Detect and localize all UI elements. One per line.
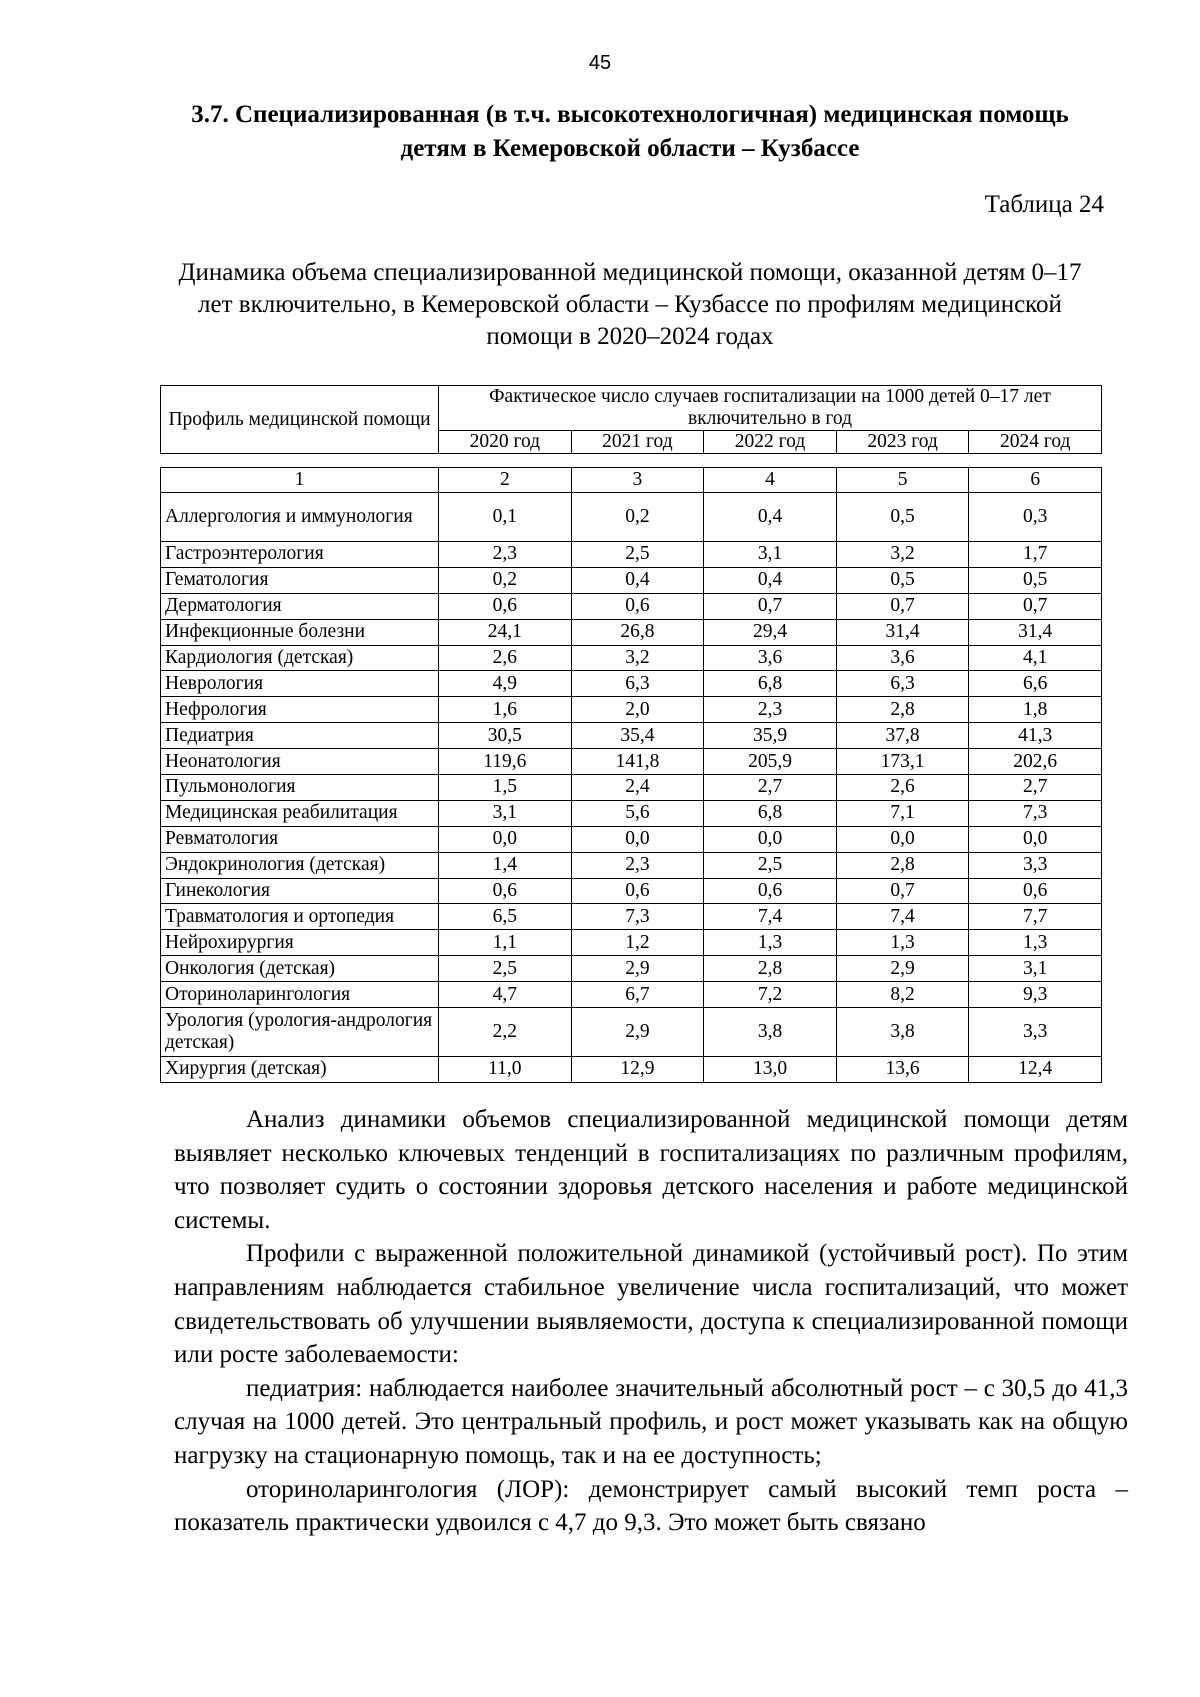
rate-value: 0,6 [439,878,572,904]
profile-name: Хирургия (детская) [161,1057,439,1083]
column-number: 5 [836,468,969,493]
paragraph: Анализ динамики объемов специализированной медицинской помощи детям выявляет несколько ключевых тенденций в госпитализациях по различным профилям, что позволяет судить о состоянии здоровья детского населения и работе медицинской системы. [174,1106,1128,1234]
rate-value: 0,6 [571,593,704,619]
rate-value: 2,3 [704,697,837,723]
profile-name: Дерматология [161,593,439,619]
rate-value: 31,4 [836,619,969,645]
rate-value: 2,5 [439,956,572,982]
column-number: 2 [439,468,572,493]
profile-header: Профиль медицинской помощи [161,386,439,454]
rate-value: 1,7 [969,542,1102,568]
rate-value: 141,8 [571,749,704,775]
rate-value: 29,4 [704,619,837,645]
rate-value: 2,9 [836,956,969,982]
rate-value: 2,6 [439,645,572,671]
table-row [161,982,1102,1008]
profile-name: Медицинская реабилитация [161,800,439,826]
rate-value: 0,5 [836,567,969,593]
rate-value: 0,4 [704,493,837,542]
profile-name: Оториноларингология [161,982,439,1008]
column-number: 4 [704,468,837,493]
rate-value: 2,8 [836,852,969,878]
profile-name: Неврология [161,671,439,697]
rate-value: 30,5 [439,723,572,749]
rate-value: 2,8 [704,956,837,982]
year-header: 2021 год [571,431,704,454]
rate-value: 12,4 [969,1057,1102,1083]
rate-value: 3,1 [704,542,837,568]
profile-name: Инфекционные болезни [161,619,439,645]
rate-value: 35,9 [704,723,837,749]
year-header: 2020 год [439,431,572,454]
rate-value: 7,3 [571,904,704,930]
rate-value: 0,0 [704,826,837,852]
year-header: 2022 год [704,431,837,454]
rate-value: 2,9 [571,956,704,982]
rate-value: 0,2 [571,493,704,542]
rate-value: 202,6 [969,749,1102,775]
year-header: 2023 год [836,431,969,454]
profile-name: Аллергология и иммунология [161,493,439,542]
rate-value: 6,8 [704,800,837,826]
column-number: 1 [161,468,439,493]
profile-name: Гематология [161,567,439,593]
column-number: 6 [969,468,1102,493]
group-header: Фактическое число случаев госпитализации на 1000 детей 0–17 лет включительно в год [439,386,1102,431]
paragraph: Профили с выраженной положительной динамикой (устойчивый рост). По этим направлениям наблюдается стабильное увеличение числа госпитализаций, что может свидетельствовать об улучшении выявляемости, доступа к специализированной помощи или росте заболеваемости: [174,1240,1128,1369]
section-title: 3.7. Специализированная (в т.ч. высокотехнологичная) медицинская помощь детям в Кемеровской области – Кузбассе [191,101,1069,162]
table-row [161,671,1102,697]
rate-value: 2,8 [836,697,969,723]
rate-value: 5,6 [571,800,704,826]
rate-value: 3,6 [704,645,837,671]
rate-value: 9,3 [969,982,1102,1008]
rate-value: 0,6 [439,593,572,619]
rate-value: 0,4 [704,567,837,593]
rate-value: 0,5 [836,493,969,542]
rate-value: 2,3 [439,542,572,568]
rate-value: 1,2 [571,930,704,956]
rate-value: 6,3 [836,671,969,697]
rate-value: 2,6 [836,775,969,801]
rate-value: 0,0 [836,826,969,852]
data-table [160,467,1102,1083]
body-text [174,1103,1128,1540]
table-row [161,930,1102,956]
rate-value: 31,4 [969,619,1102,645]
profile-name: Онкология (детская) [161,956,439,982]
rate-value: 0,6 [969,878,1102,904]
rate-value: 3,8 [704,1008,837,1057]
rate-value: 3,1 [439,800,572,826]
column-number: 3 [571,468,704,493]
rate-value: 6,5 [439,904,572,930]
rate-value: 4,1 [969,645,1102,671]
table-row [161,493,1102,542]
table-row [161,542,1102,568]
rate-value: 24,1 [439,619,572,645]
table-row [161,567,1102,593]
profile-name: Пульмонология [161,775,439,801]
column-numbers-row [161,468,1102,493]
rate-value: 0,3 [969,493,1102,542]
rate-value: 1,6 [439,697,572,723]
rate-value: 3,3 [969,852,1102,878]
rate-value: 6,8 [704,671,837,697]
rate-value: 6,3 [571,671,704,697]
rate-value: 0,5 [969,567,1102,593]
paragraph: педиатрия: наблюдается наиболее значительный абсолютный рост – с 30,5 до 41,3 случая на 1000 детей. Это центральный профиль, и рост может указывать как на общую нагрузку на стационарную помощь, так и на ее доступность; [174,1374,1128,1469]
rate-value: 7,1 [836,800,969,826]
rate-value: 2,4 [571,775,704,801]
table-row [161,878,1102,904]
rate-value: 11,0 [439,1057,572,1083]
rate-value: 2,2 [439,1008,572,1057]
rate-value: 12,9 [571,1057,704,1083]
page-number: 45 [588,52,612,74]
rate-value: 1,4 [439,852,572,878]
rate-value: 0,7 [969,593,1102,619]
profile-name: Урология (урология-андрология детская) [161,1008,439,1057]
profile-name: Педиатрия [161,723,439,749]
rate-value: 0,1 [439,493,572,542]
table-row [161,619,1102,645]
paragraph: оториноларингология (ЛОР): демонстрирует самый высокий темп роста – показатель практически удвоился с 4,7 до 9,3. Это может быть связано [174,1475,1128,1537]
table-header [160,385,1102,454]
table-row [161,697,1102,723]
rate-value: 3,3 [969,1008,1102,1057]
rate-value: 1,1 [439,930,572,956]
profile-name: Неонатология [161,749,439,775]
year-header: 2024 год [969,431,1102,454]
rate-value: 1,3 [969,930,1102,956]
rate-value: 3,8 [836,1008,969,1057]
rate-value: 0,0 [571,826,704,852]
rate-value: 0,6 [571,878,704,904]
rate-value: 35,4 [571,723,704,749]
rate-value: 3,6 [836,645,969,671]
profile-name: Эндокринология (детская) [161,852,439,878]
rate-value: 37,8 [836,723,969,749]
profile-name: Гастроэнтерология [161,542,439,568]
rate-value: 4,9 [439,671,572,697]
rate-value: 6,6 [969,671,1102,697]
rate-value: 2,9 [571,1008,704,1057]
profile-name: Ревматология [161,826,439,852]
rate-value: 13,0 [704,1057,837,1083]
rate-value: 1,3 [836,930,969,956]
rate-value: 6,7 [571,982,704,1008]
rate-value: 2,5 [704,852,837,878]
rate-value: 3,2 [571,645,704,671]
rate-value: 7,4 [836,904,969,930]
table-row [161,956,1102,982]
rate-value: 3,1 [969,956,1102,982]
profile-name: Травматология и ортопедия [161,904,439,930]
profile-name: Нефрология [161,697,439,723]
rate-value: 119,6 [439,749,572,775]
table-row [161,904,1102,930]
table-row [161,826,1102,852]
table-row [161,749,1102,775]
profile-name: Гинекология [161,878,439,904]
rate-value: 2,7 [969,775,1102,801]
rate-value: 0,7 [836,593,969,619]
rate-value: 0,7 [704,593,837,619]
rate-value: 0,0 [969,826,1102,852]
rate-value: 173,1 [836,749,969,775]
rate-value: 7,7 [969,904,1102,930]
rate-value: 1,5 [439,775,572,801]
rate-value: 205,9 [704,749,837,775]
rate-value: 2,7 [704,775,837,801]
table-row [161,800,1102,826]
rate-value: 1,8 [969,697,1102,723]
profile-name: Кардиология (детская) [161,645,439,671]
table-label: Таблица 24 [984,191,1104,218]
table-row [161,593,1102,619]
rate-value: 4,7 [439,982,572,1008]
table-row [161,1057,1102,1083]
rate-value: 2,5 [571,542,704,568]
rate-value: 0,4 [571,567,704,593]
table-row [161,645,1102,671]
rate-value: 0,7 [836,878,969,904]
rate-value: 3,2 [836,542,969,568]
rate-value: 7,4 [704,904,837,930]
rate-value: 26,8 [571,619,704,645]
rate-value: 7,2 [704,982,837,1008]
rate-value: 41,3 [969,723,1102,749]
table-row [161,723,1102,749]
profile-name: Нейрохирургия [161,930,439,956]
rate-value: 1,3 [704,930,837,956]
rate-value: 0,6 [704,878,837,904]
table-row [161,775,1102,801]
rate-value: 2,0 [571,697,704,723]
rate-value: 0,0 [439,826,572,852]
rate-value: 7,3 [969,800,1102,826]
rate-value: 13,6 [836,1057,969,1083]
table-row [161,852,1102,878]
rate-value: 0,2 [439,567,572,593]
rate-value: 8,2 [836,982,969,1008]
rate-value: 2,3 [571,852,704,878]
table-row [161,1008,1102,1057]
table-caption: Динамика объема специализированной медицинской помощи, оказанной детям 0–17 лет включительно, в Кемеровской области – Кузбассе по профилям медицинской помощи в 2020–2024 годах [178,259,1082,350]
